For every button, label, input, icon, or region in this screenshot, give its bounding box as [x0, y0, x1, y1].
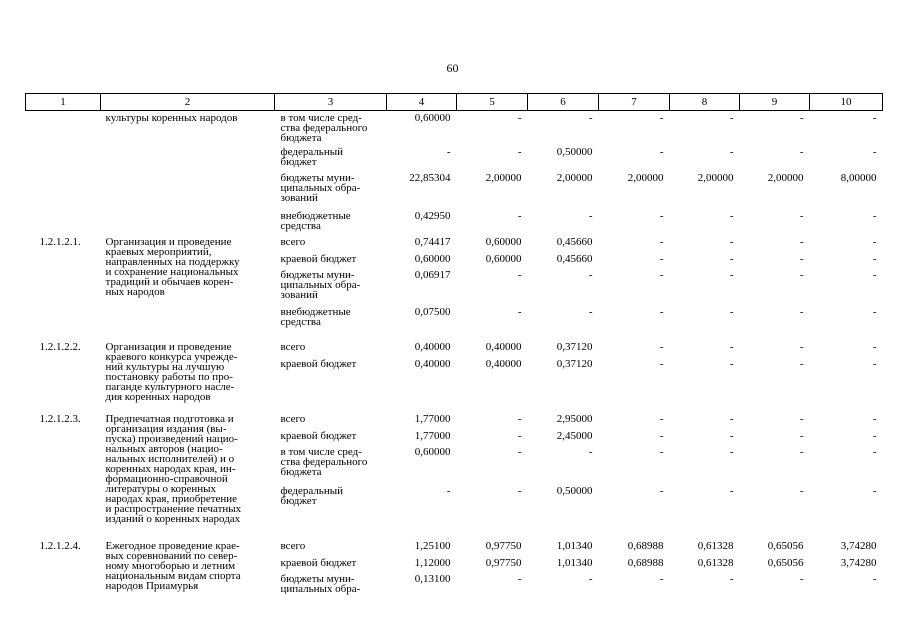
amount-cell: 3,74280 — [840, 539, 877, 552]
amount-cell: - — [872, 145, 877, 158]
amount-cell: 0,65056 — [767, 539, 804, 552]
amount-cell: - — [588, 445, 593, 458]
column-header: 8 — [670, 94, 740, 111]
item-name: Организация и проведение краевых мероприятий, направленных на поддержку и сохранение национальных традиций и обычаев корен- ных народов — [105, 235, 240, 298]
amount-cell: - — [872, 340, 877, 353]
amount-cell: 0,74417 — [414, 235, 451, 248]
funding-source: всего — [280, 539, 306, 552]
funding-source: всего — [280, 412, 306, 425]
amount-cell: - — [659, 484, 664, 497]
amount-cell: - — [799, 209, 804, 222]
amount-cell: 1,01340 — [556, 556, 593, 569]
amount-cell: 8,00000 — [840, 171, 877, 184]
amount-cell: 0,60000 — [414, 445, 451, 458]
item-name: культуры коренных народов — [105, 112, 238, 124]
amount-cell: - — [872, 429, 877, 442]
amount-cell: - — [729, 268, 734, 281]
amount-cell: 0,06917 — [414, 268, 451, 281]
amount-cell: - — [799, 484, 804, 497]
amount-cell: 0,60000 — [414, 112, 451, 124]
amount-cell: 0,50000 — [556, 145, 593, 158]
funding-source: краевой бюджет — [280, 429, 357, 442]
funding-source: краевой бюджет — [280, 357, 357, 370]
amount-cell: - — [729, 209, 734, 222]
amount-cell: 0,40000 — [485, 340, 522, 353]
funding-source: бюджеты муни- ципальных обра- зований — [280, 171, 361, 204]
amount-cell: - — [799, 412, 804, 425]
amount-cell: - — [872, 572, 877, 585]
amount-cell: - — [799, 429, 804, 442]
amount-cell: 1,77000 — [414, 429, 451, 442]
funding-source: в том числе сред- ства федерального бюджета — [280, 445, 368, 478]
funding-source: всего — [280, 235, 306, 248]
amount-cell: - — [799, 340, 804, 353]
table-row — [26, 342, 883, 359]
item-code: 1.2.1.2.3. — [39, 412, 81, 425]
amount-cell: 0,68988 — [627, 539, 664, 552]
funding-source: федеральный бюджет — [280, 145, 343, 168]
table-row — [26, 541, 883, 558]
amount-cell: - — [659, 357, 664, 370]
amount-cell: - — [517, 112, 522, 124]
amount-cell: - — [659, 112, 664, 124]
amount-cell: - — [799, 572, 804, 585]
amount-cell: - — [872, 357, 877, 370]
amount-cell: - — [729, 252, 734, 265]
amount-cell: 0,60000 — [485, 252, 522, 265]
amount-cell: - — [872, 484, 877, 497]
amount-cell: - — [659, 340, 664, 353]
amount-cell: - — [588, 112, 593, 124]
amount-cell: - — [799, 357, 804, 370]
column-header: 6 — [528, 94, 599, 111]
column-header: 7 — [599, 94, 670, 111]
amount-cell: - — [872, 112, 877, 124]
amount-cell: - — [659, 412, 664, 425]
amount-cell: - — [659, 209, 664, 222]
funding-source: краевой бюджет — [280, 252, 357, 265]
amount-cell: 2,45000 — [556, 429, 593, 442]
amount-cell: - — [872, 305, 877, 318]
amount-cell: 0,68988 — [627, 556, 664, 569]
funding-source: федеральный бюджет — [280, 484, 343, 507]
amount-cell: 2,00000 — [556, 171, 593, 184]
amount-cell: - — [446, 484, 451, 497]
table-row — [26, 111, 883, 147]
page-number: 60 — [446, 61, 459, 75]
amount-cell: - — [872, 209, 877, 222]
column-header: 10 — [810, 94, 883, 111]
amount-cell: 0,61328 — [697, 556, 734, 569]
column-header: 2 — [101, 94, 275, 111]
amount-cell: 0,13100 — [414, 572, 451, 585]
amount-cell: 0,50000 — [556, 484, 593, 497]
amount-cell: - — [517, 484, 522, 497]
amount-cell: - — [799, 305, 804, 318]
amount-cell: - — [729, 305, 734, 318]
amount-cell: 0,40000 — [414, 340, 451, 353]
amount-cell: - — [729, 112, 734, 124]
amount-cell: - — [799, 235, 804, 248]
amount-cell: 0,42950 — [414, 209, 451, 222]
amount-cell: - — [729, 357, 734, 370]
amount-cell: - — [799, 252, 804, 265]
amount-cell: - — [659, 268, 664, 281]
amount-cell: 0,61328 — [697, 539, 734, 552]
funding-source: бюджеты муни- ципальных обра- — [280, 572, 361, 595]
amount-cell: - — [517, 445, 522, 458]
amount-cell: 0,60000 — [485, 235, 522, 248]
amount-cell: - — [799, 112, 804, 124]
amount-cell: - — [729, 340, 734, 353]
amount-cell: 0,07500 — [414, 305, 451, 318]
item-name: Ежегодное проведение крае- вых соревнований по север- ному многоборью и летним национальным видам спорта народов Приамурья — [105, 539, 241, 592]
amount-cell: - — [872, 235, 877, 248]
column-number-row — [26, 94, 883, 111]
amount-cell: - — [799, 145, 804, 158]
amount-cell: - — [799, 268, 804, 281]
amount-cell: - — [799, 445, 804, 458]
item-name: Организация и проведение краевого конкурса учрежде- ний культуры на лучшую постановку работы по про- паганде культурного насле- дия коренных народов — [105, 340, 238, 403]
item-name: Предпечатная подготовка и организация издания (вы- пуска) произведений нацио- нальных авторов (нацио- нальных исполнителей) и о коренных народах края, ин- формационно-справочной литературы о коренных народах края, приобретение и распространение печатных изданий о коренных народах — [105, 412, 242, 525]
funding-source: всего — [280, 340, 306, 353]
amount-cell: - — [659, 252, 664, 265]
amount-cell: 0,37120 — [556, 340, 593, 353]
column-header: 5 — [457, 94, 528, 111]
item-code: 1.2.1.2.4. — [39, 539, 81, 552]
amount-cell: 2,00000 — [627, 171, 664, 184]
table-row — [26, 414, 883, 431]
amount-cell: 0,37120 — [556, 357, 593, 370]
amount-cell: 0,45660 — [556, 235, 593, 248]
amount-cell: - — [517, 145, 522, 158]
amount-cell: - — [872, 412, 877, 425]
item-code: 1.2.1.2.1. — [39, 235, 81, 248]
amount-cell: - — [659, 445, 664, 458]
amount-cell: - — [659, 305, 664, 318]
amount-cell: - — [517, 305, 522, 318]
amount-cell: - — [517, 429, 522, 442]
amount-cell: - — [517, 572, 522, 585]
amount-cell: - — [872, 252, 877, 265]
funding-source: внебюджетные средства — [280, 209, 351, 232]
amount-cell: - — [729, 484, 734, 497]
funding-source: внебюджетные средства — [280, 305, 351, 328]
amount-cell: - — [729, 572, 734, 585]
amount-cell: 1,25100 — [414, 539, 451, 552]
amount-cell: - — [588, 268, 593, 281]
amount-cell: 0,45660 — [556, 252, 593, 265]
amount-cell: 1,12000 — [414, 556, 451, 569]
amount-cell: - — [729, 145, 734, 158]
amount-cell: 2,00000 — [767, 171, 804, 184]
amount-cell: - — [659, 235, 664, 248]
amount-cell: - — [729, 445, 734, 458]
item-code — [26, 111, 101, 237]
column-header: 3 — [275, 94, 387, 111]
item-code: 1.2.1.2.2. — [39, 340, 81, 353]
funding-source: бюджеты муни- ципальных обра- зований — [280, 268, 361, 301]
amount-cell: 1,01340 — [556, 539, 593, 552]
amount-cell: 0,60000 — [414, 252, 451, 265]
amount-cell: 0,65056 — [767, 556, 804, 569]
amount-cell: - — [729, 412, 734, 425]
amount-cell: 1,77000 — [414, 412, 451, 425]
amount-cell: - — [517, 268, 522, 281]
amount-cell: 2,95000 — [556, 412, 593, 425]
budget-table — [25, 93, 883, 599]
amount-cell: - — [659, 145, 664, 158]
amount-cell: - — [659, 429, 664, 442]
amount-cell: 2,00000 — [485, 171, 522, 184]
amount-cell: 0,40000 — [485, 357, 522, 370]
table-body — [26, 111, 883, 599]
amount-cell: - — [729, 429, 734, 442]
funding-source: краевой бюджет — [280, 556, 357, 569]
amount-cell: - — [446, 145, 451, 158]
amount-cell: - — [517, 209, 522, 222]
amount-cell: 2,00000 — [697, 171, 734, 184]
table-row — [26, 237, 883, 254]
amount-cell: - — [517, 412, 522, 425]
amount-cell: - — [872, 445, 877, 458]
column-header: 1 — [26, 94, 101, 111]
amount-cell: - — [588, 572, 593, 585]
column-header: 4 — [387, 94, 457, 111]
amount-cell: - — [588, 305, 593, 318]
amount-cell: - — [872, 268, 877, 281]
amount-cell: 22,85304 — [409, 171, 451, 184]
amount-cell: 3,74280 — [840, 556, 877, 569]
amount-cell: 0,97750 — [485, 539, 522, 552]
amount-cell: - — [659, 572, 664, 585]
amount-cell: 0,40000 — [414, 357, 451, 370]
amount-cell: - — [729, 235, 734, 248]
column-header: 9 — [740, 94, 810, 111]
amount-cell: 0,97750 — [485, 556, 522, 569]
funding-source: в том числе сред- ства федерального бюджета — [280, 112, 368, 144]
amount-cell: - — [588, 209, 593, 222]
